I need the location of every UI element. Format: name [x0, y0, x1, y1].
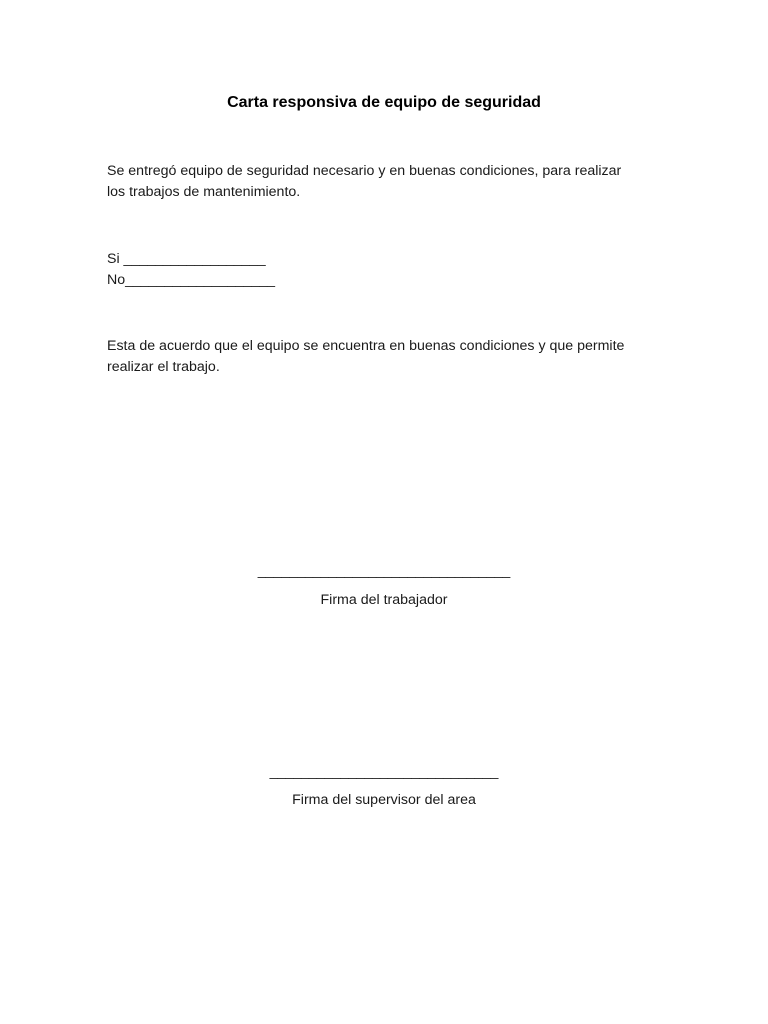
delivery-statement: Se entregó equipo de seguridad necesario y en buenas condiciones, para realizar los trabajos de mantenimiento. — [107, 163, 622, 200]
worker-signature-label: Firma del trabajador — [320, 592, 448, 608]
worker-signature-line: ________________________________ — [257, 563, 511, 579]
document-title: Carta responsiva de equipo de seguridad — [227, 94, 541, 111]
agreement-statement: Esta de acuerdo que el equipo se encuentra en buenas condiciones y que permite realizar el trabajo. — [107, 338, 625, 375]
answer-no-field: No___________________ — [107, 271, 276, 288]
supervisor-signature-line: _____________________________ — [269, 764, 499, 780]
supervisor-signature-label: Firma del supervisor del area — [292, 792, 476, 808]
answer-yes-field: Si __________________ — [107, 251, 266, 267]
